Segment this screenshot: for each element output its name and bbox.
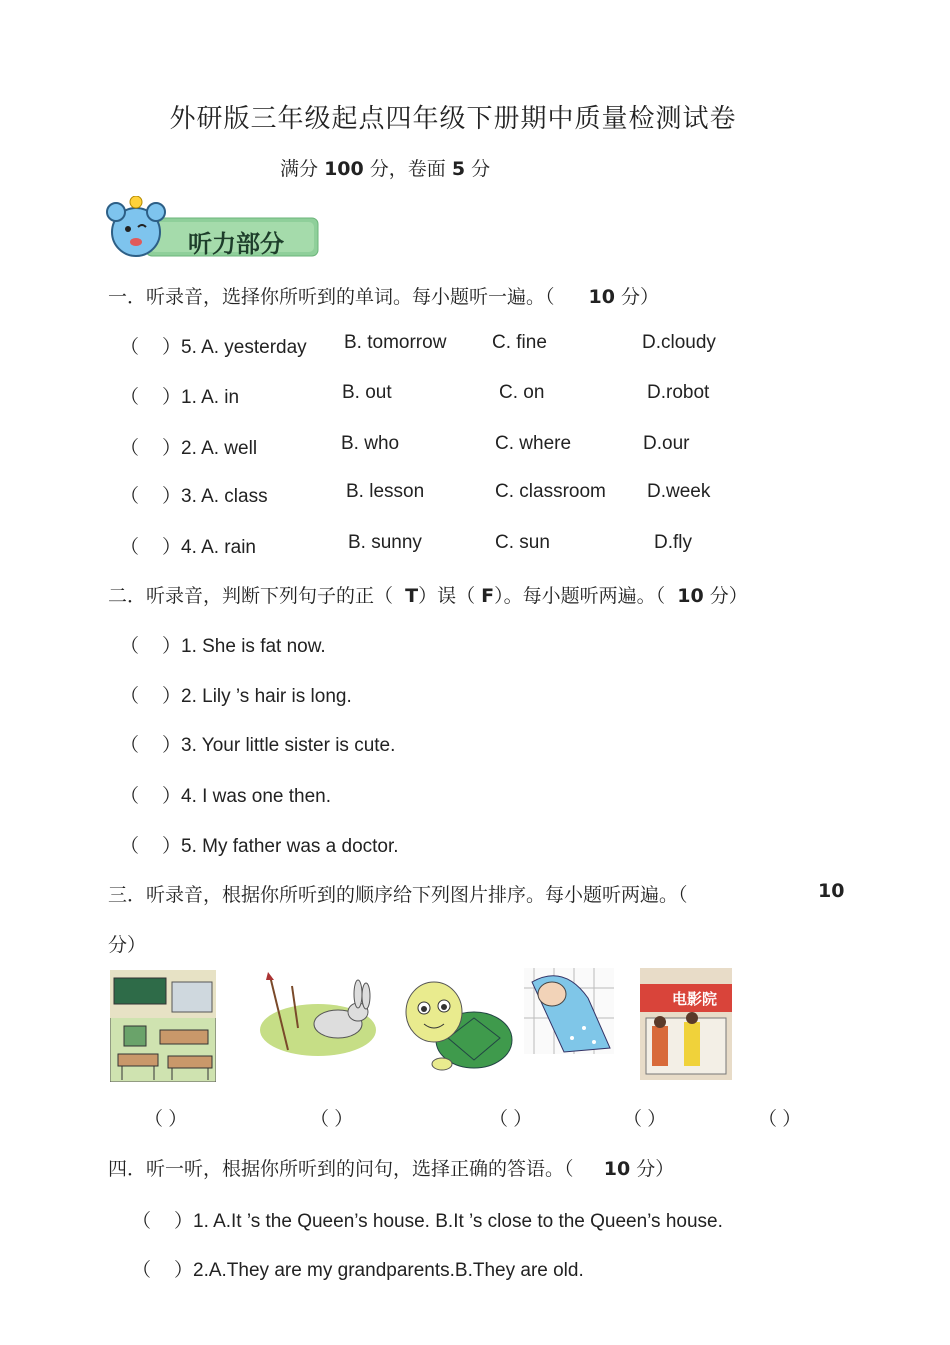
answer-paren: （ <box>120 537 140 558</box>
answer-paren: （ <box>120 735 140 756</box>
statement: ）4. I was one then. <box>162 786 331 807</box>
cinema-sign: 电影院 <box>672 990 718 1008</box>
answer-paren: （ <box>120 636 140 657</box>
option-b: B. out <box>342 382 392 403</box>
option-a: ）3. A. class <box>162 486 268 507</box>
answer-paren: （ <box>120 486 140 507</box>
option-d: D.cloudy <box>642 332 716 353</box>
option-a: ）2. A. well <box>162 438 258 459</box>
picture-answer-5: （ ） <box>758 1109 802 1130</box>
statement: ）5. My father was a doctor. <box>162 836 399 857</box>
score-info: 满分 100 分，卷面 5 分 <box>280 158 491 180</box>
baby-picture <box>524 968 614 1054</box>
turtle-picture <box>402 968 516 1078</box>
page-title: 外研版三年级起点四年级下册期中质量检测试卷 <box>169 104 737 134</box>
answer-paren: （ <box>120 387 140 408</box>
section1-heading: 一．听录音，选择你所听到的单词。每小题听一遍。（ 10 分） <box>108 286 660 308</box>
picture-answer-1: （ ） <box>144 1109 188 1130</box>
answer-options: ）2.A.They are my grandparents.B.They are old. <box>174 1260 584 1281</box>
option-d: D.robot <box>647 382 710 403</box>
option-a: ）1. A. in <box>162 387 240 408</box>
section2-heading: 二．听录音，判断下列句子的正（ T）误（ F）。每小题听两遍。（ 10 分） <box>108 585 748 607</box>
option-c: C. on <box>499 382 545 403</box>
section3-heading: 三．听录音，根据你所听到的顺序给下列图片排序。每小题听两遍。（ <box>108 884 688 906</box>
list-item <box>0 481 950 507</box>
option-b: B. tomorrow <box>344 332 447 353</box>
section4-heading: 四．听一听，根据你所听到的问句，选择正确的答语。（ 10 分） <box>108 1158 675 1180</box>
option-b: B. sunny <box>348 532 422 553</box>
answer-paren: （ <box>120 438 140 459</box>
badge-label: 听力部分 <box>188 230 284 258</box>
option-b: B. lesson <box>346 481 425 502</box>
statement: ）2. Lily ’s hair is long. <box>162 686 352 707</box>
picture-answer-3: （ ） <box>489 1109 533 1130</box>
list-item <box>0 332 950 358</box>
list-item <box>0 532 950 558</box>
option-a: ）5. A. yesterday <box>162 337 307 358</box>
option-b: B. who <box>341 433 400 454</box>
option-d: D.fly <box>654 532 692 553</box>
list-item <box>0 382 950 408</box>
answer-paren: （ <box>132 1211 152 1232</box>
option-c: C. where <box>495 433 572 454</box>
picture-answer-4: （ ） <box>623 1109 667 1130</box>
list-item <box>0 433 950 459</box>
option-c: C. fine <box>492 332 547 353</box>
answer-paren: （ <box>120 786 140 807</box>
section3-points: 10 <box>818 880 845 902</box>
option-c: C. sun <box>495 532 550 553</box>
answer-paren: （ <box>120 836 140 857</box>
listening-section-badge <box>106 196 320 262</box>
option-c: C. classroom <box>495 481 606 502</box>
answer-paren: （ <box>120 337 140 358</box>
answer-options: ）1. A.It ’s the Queen’s house. B.It ’s close to the Queen’s house. <box>174 1211 723 1232</box>
picture-answer-2: （ ） <box>310 1109 354 1130</box>
answer-paren: （ <box>132 1260 152 1281</box>
option-a: ）4. A. rain <box>162 537 256 558</box>
option-d: D.week <box>647 481 711 502</box>
statement: ）1. She is fat now. <box>162 636 326 657</box>
answer-paren: （ <box>120 686 140 707</box>
section3-heading-tail: 分） <box>108 934 147 956</box>
rabbit-picture <box>240 972 380 1064</box>
option-d: D.our <box>643 433 690 454</box>
classroom-picture <box>110 970 216 1082</box>
cinema-picture <box>640 968 732 1080</box>
statement: ）3. Your little sister is cute. <box>162 735 396 756</box>
